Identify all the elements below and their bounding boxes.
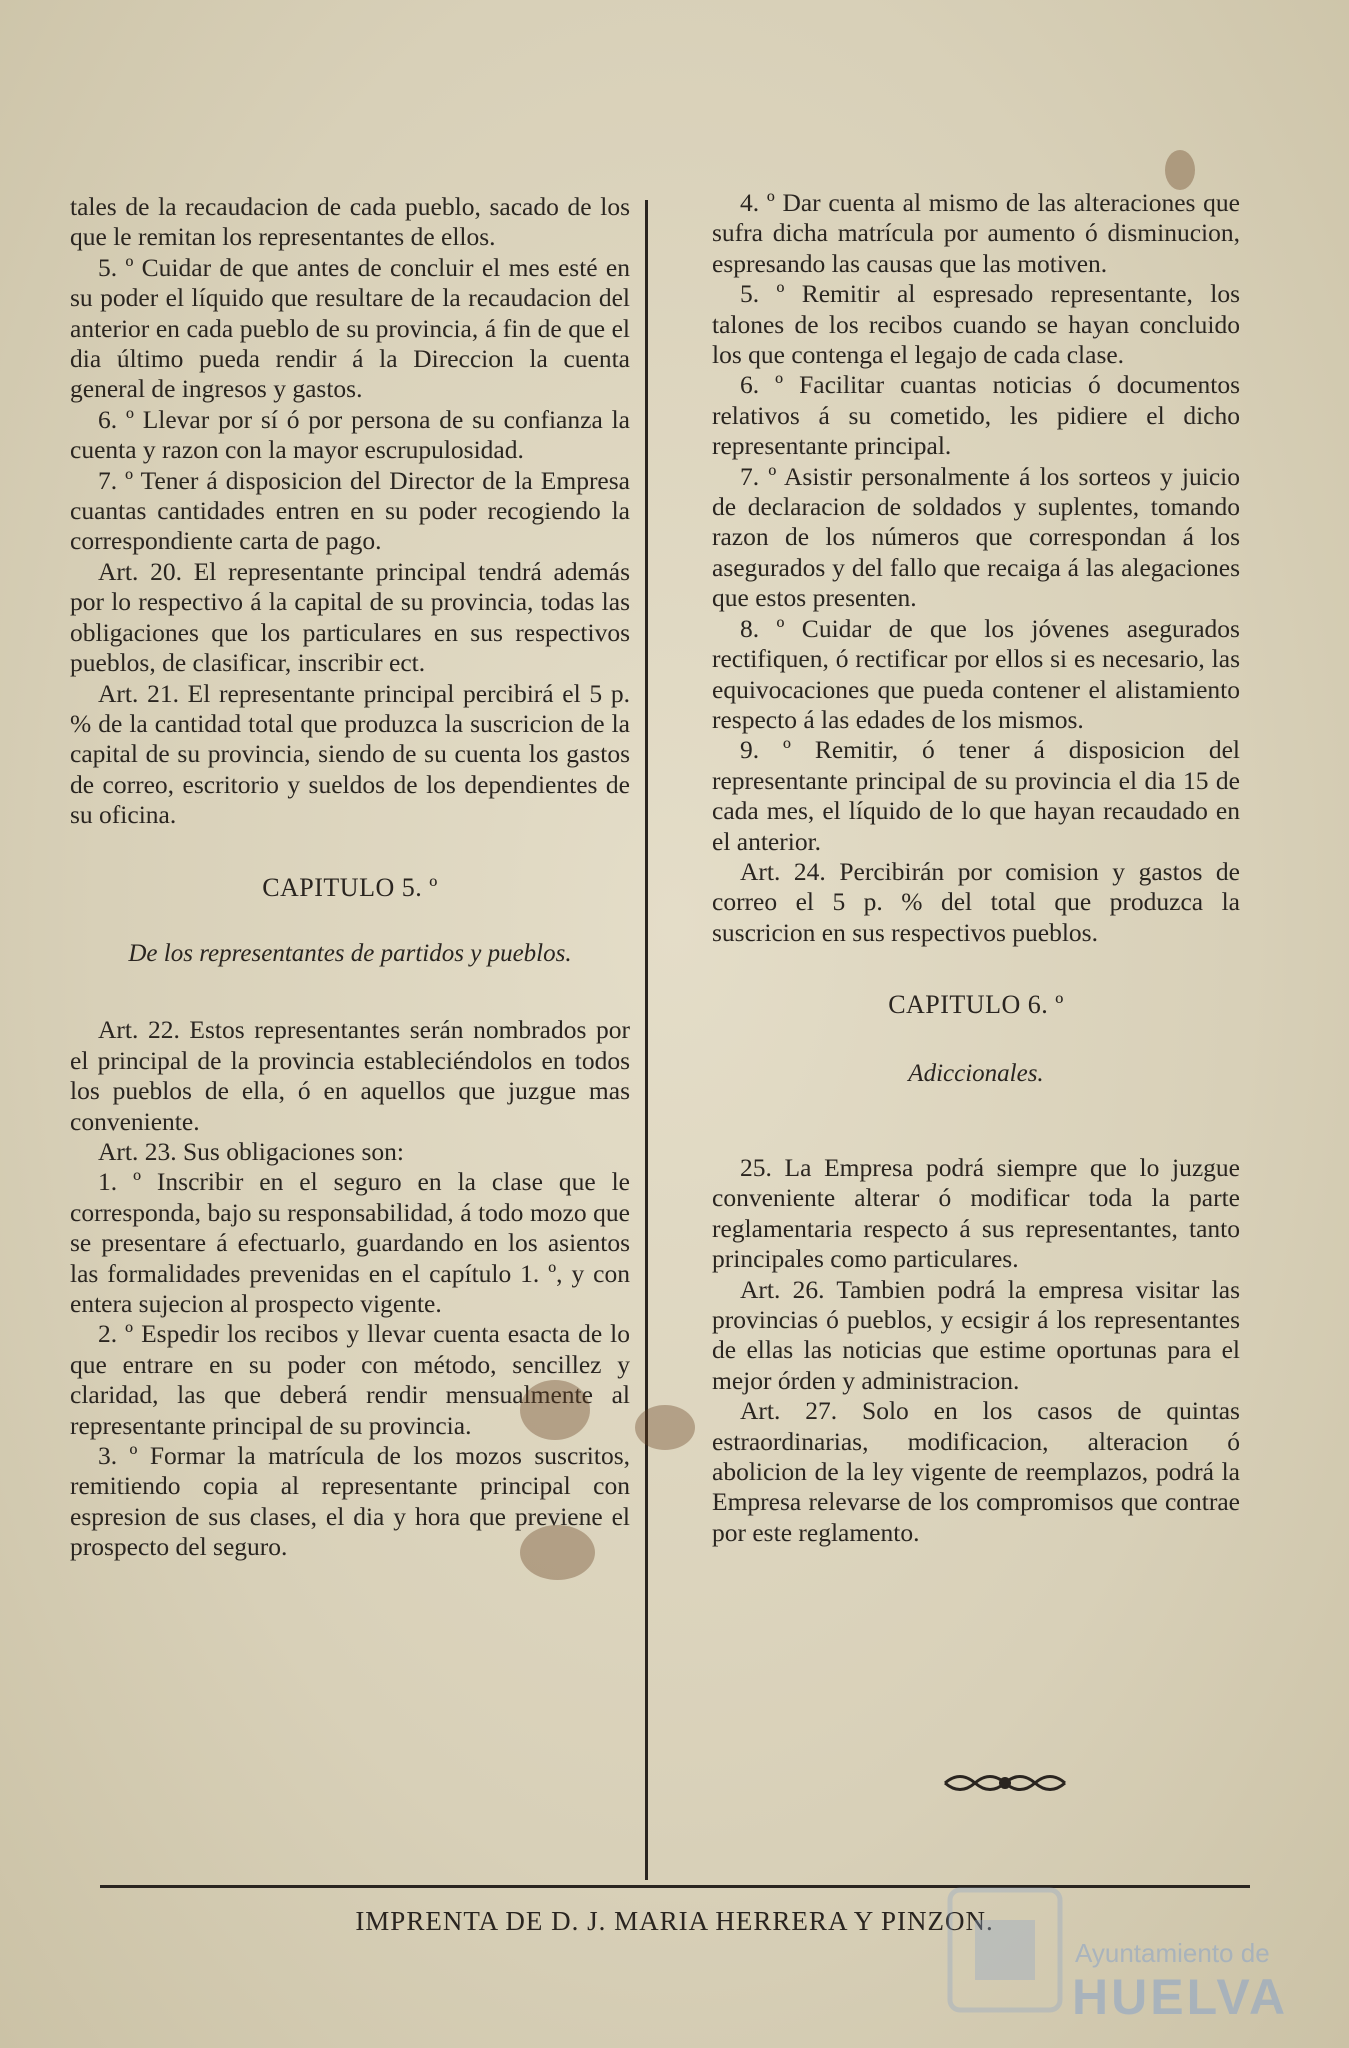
ink-stain (520, 1525, 595, 1580)
chapter-subtitle: De los representantes de partidos y pueblos. (128, 939, 572, 967)
paragraph: 6. º Facilitar cuantas noticias ó documentos relativos á su cometido, les pidiere el dicho representante principal. (712, 370, 1240, 461)
paragraph: Art. 22. Estos representantes serán nombrados por el principal de la provincia estableciéndolos en todos los pueblos de ella, ó en aquellos que juzgue mas conveniente. (70, 1015, 630, 1136)
right-column (712, 188, 1240, 1548)
paragraph: 6. º Llevar por sí ó por persona de su confianza la cuenta y razon con la mayor escrupulosidad. (70, 404, 630, 465)
watermark-line1: Ayuntamiento de (1075, 1938, 1270, 1968)
paragraph: 5. º Cuidar de que antes de concluir el mes esté en su poder el líquido que resultare de la recaudacion del anterior en cada pueblo de su provincia, á fin de que el dia último pueda rendir á la Direccion la cuenta general de ingresos y gastos. (70, 252, 630, 404)
chapter-subtitle: Adiccionales. (908, 1059, 1044, 1087)
chapter-heading: CAPITULO 5. º (262, 872, 438, 902)
watermark-line2: HUELVA (1072, 1969, 1289, 2025)
paragraph: 3. º Formar la matrícula de los mozos suscritos, remitiendo copia al representante principal con espresion de sus clases, el dia y hora que previene el prospecto del seguro. (70, 1441, 630, 1562)
paragraph: 7. º Asistir personalmente á los sorteos y juicio de declaracion de soldados y suplentes, tomando razon de los números que correspondan á los asegurados y del fallo que recaiga á las alegaciones que estos presenten. (712, 461, 1240, 613)
paragraph: 5. º Remitir al espresado representante, los talones de los recibos cuando se hayan concluido los que contenga el legajo de cada clase. (712, 279, 1240, 370)
paragraph: Art. 24. Percibirán por comision y gastos de correo el 5 p. % del total que produzca la suscricion en sus respectivos pueblos. (712, 856, 1240, 947)
paragraph: 2. º Espedir los recibos y llevar cuenta esacta de lo que entrare en su poder con método, sencillez y claridad, las que deberá rendir mensualmente al representante principal de su provincia. (70, 1319, 630, 1440)
printer-imprint: IMPRENTA DE D. J. MARIA HERRERA Y PINZON. (355, 1906, 994, 1936)
paragraph: Art. 20. El representante principal tendrá además por lo respectivo á la capital de su provincia, todas las obligaciones que los particulares en sus respectivos pueblos, de clasificar, inscribir ect. (70, 556, 630, 678)
paragraph: 25. La Empresa podrá siempre que lo juzgue conveniente alterar ó modificar toda la parte reglamentaria respecto á sus representantes, tanto principales como particulares. (712, 1152, 1240, 1274)
paragraph: Art. 21. El representante principal percibirá el 5 p. % de la cantidad total que produzca la suscricion de la capital de su provincia, siendo de su cuenta los gastos de correo, escritorio y sueldos de los dependientes de su oficina. (70, 678, 630, 830)
left-column (70, 192, 630, 1563)
paragraph: 9. º Remitir, ó tener á disposicion del representante principal de su provincia el dia 15 de cada mes, el líquido de lo que hayan recaudado en el anterior. (712, 735, 1240, 856)
ornament-icon (940, 1768, 1070, 1798)
paragraph: 7. º Tener á disposicion del Director de la Empresa cuantas cantidades entren en su poder recogiendo la correspondiente carta de pago. (70, 465, 630, 556)
column-divider (645, 200, 648, 1880)
paragraph: Art. 26. Tambien podrá la empresa visitar las provincias ó pueblos, y ecsigir á los representantes de ellas las noticias que estime oportunas para el mejor órden y administracion. (712, 1274, 1240, 1395)
paragraph: 4. º Dar cuenta al mismo de las alteraciones que sufra dicha matrícula por aumento ó disminucion, espresando las causas que las motiven. (712, 188, 1240, 278)
chapter-heading: CAPITULO 6. º (888, 990, 1064, 1020)
paragraph: tales de la recaudacion de cada pueblo, sacado de los que le remitan los representantes de ellos. (70, 192, 630, 252)
ink-stain (1165, 150, 1195, 190)
paragraph: 8. º Cuidar de que los jóvenes asegurados rectifiquen, ó rectificar por ellos si es necesario, las equivocaciones que pueda contener el alistamiento respecto á las edades de los mismos. (712, 613, 1240, 734)
ink-stain (635, 1405, 695, 1450)
paragraph: Art. 23. Sus obligaciones son: (98, 1136, 404, 1166)
paragraph: Art. 27. Solo en los casos de quintas estraordinarias, modificacion, alteracion ó abolicion de la ley vigente de reemplazos, podrá la Empresa relevarse de los compromisos que contrae por este reglamento. (712, 1396, 1240, 1547)
ink-stain (520, 1380, 590, 1440)
paragraph: 1. º Inscribir en el seguro en la clase que le corresponda, bajo su responsabilidad, á todo mozo que se presentare á efectuarlo, guardando en los asientos las formalidades prevenidas en el capítulo 1. º, y con entera sujecion al prospecto vigente. (70, 1167, 630, 1318)
